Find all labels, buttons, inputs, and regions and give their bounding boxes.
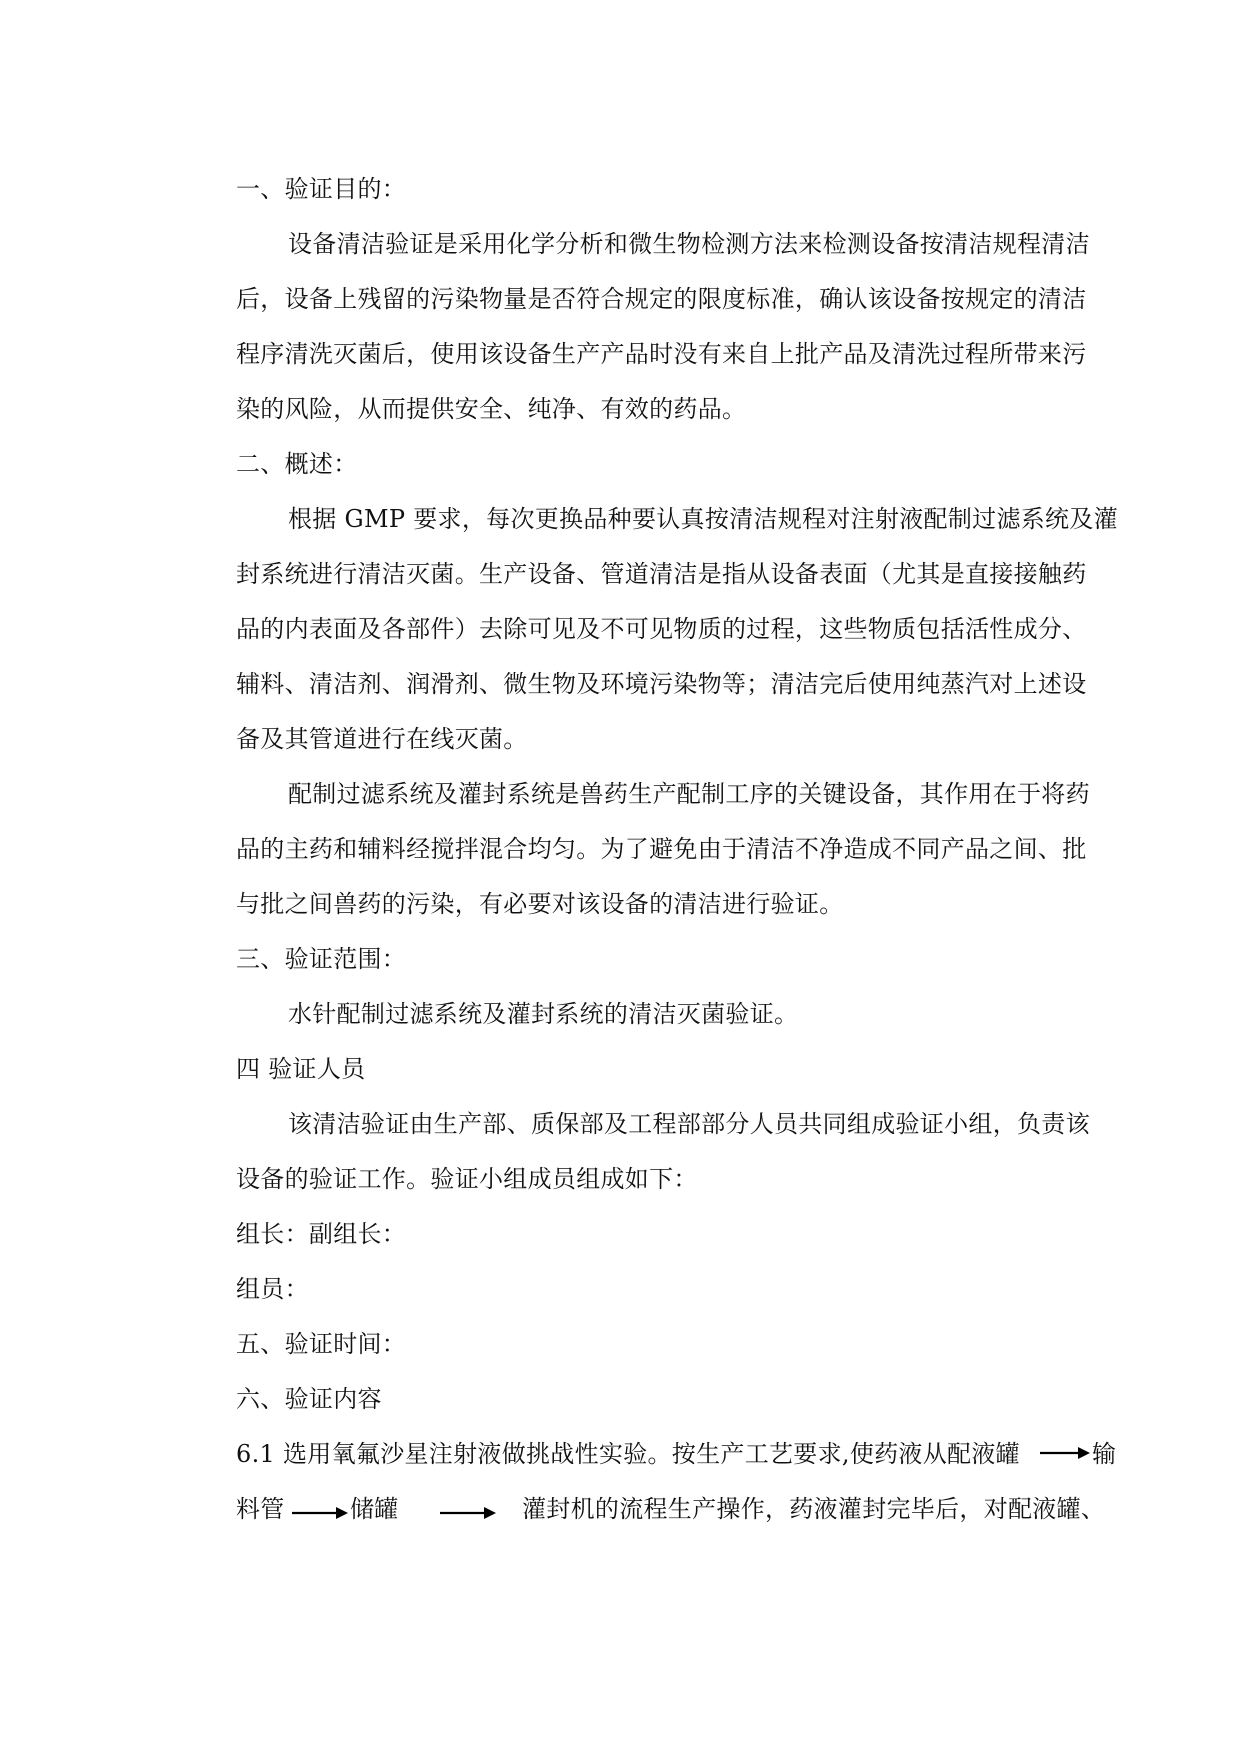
paragraph-line: 程序清洗灭菌后，使用该设备生产产品时没有来自上批产品及清洗过程所带来污	[236, 340, 1087, 368]
flow-part-pipe: 料管	[236, 1495, 285, 1523]
paragraph-line: 后，设备上残留的污染物量是否符合规定的限度标准，确认该设备按规定的清洁	[236, 285, 1087, 313]
paragraph-line: 辅料、清洁剂、润滑剂、微生物及环境污染物等；清洁完后使用纯蒸汽对上述设	[236, 670, 1087, 698]
paragraph-line: 配制过滤系统及灌封系统是兽药生产配制工序的关键设备，其作用在于将药	[288, 780, 1090, 808]
paragraph-line: 设备的验证工作。验证小组成员组成如下：	[236, 1165, 698, 1193]
heading-scope: 三、验证范围：	[236, 945, 407, 973]
heading-time: 五、验证时间：	[236, 1330, 407, 1358]
paragraph-line: 该清洁验证由生产部、质保部及工程部部分人员共同组成验证小组，负责该	[288, 1110, 1090, 1138]
flow-arrow-icon	[292, 1506, 348, 1520]
flow-part-filler: 灌封机的流程生产操作，药液灌封完毕后，对配液罐、	[522, 1495, 1106, 1523]
team-members-line: 组员：	[236, 1275, 309, 1303]
paragraph-line: 品的内表面及各部件）去除可见及不可见物质的过程，这些物质包括活性成分、	[236, 615, 1087, 643]
paragraph-line: 根据 GMP 要求，每次更换品种要认真按清洁规程对注射液配制过滤系统及灌	[288, 505, 1118, 533]
paragraph-line: 6.1 选用氧氟沙星注射液做挑战性实验。按生产工艺要求,使药液从配液罐	[236, 1440, 1020, 1468]
flow-arrow-icon	[440, 1506, 496, 1520]
heading-overview: 二、概述：	[236, 450, 358, 478]
paragraph-line: 封系统进行清洁灭菌。生产设备、管道清洁是指从设备表面（尤其是直接接触药	[236, 560, 1087, 588]
flow-arrow-icon	[1040, 1446, 1090, 1460]
paragraph-line: 水针配制过滤系统及灌封系统的清洁灭菌验证。	[288, 1000, 799, 1028]
paragraph-line: 品的主药和辅料经搅拌混合均匀。为了避免由于清洁不净造成不同产品之间、批	[236, 835, 1087, 863]
paragraph-line-end: 输	[1092, 1440, 1117, 1468]
heading-purpose: 一、验证目的：	[236, 175, 407, 203]
paragraph-line: 设备清洁验证是采用化学分析和微生物检测方法来检测设备按清洁规程清洁	[288, 230, 1090, 258]
paragraph-line: 与批之间兽药的污染，有必要对该设备的清洁进行验证。	[236, 890, 844, 918]
paragraph-line: 染的风险，从而提供安全、纯净、有效的药品。	[236, 395, 747, 423]
flow-part-tank: 储罐	[350, 1495, 399, 1523]
team-leaders-line: 组长：副组长：	[236, 1220, 407, 1248]
heading-content: 六、验证内容	[236, 1385, 382, 1413]
heading-personnel: 四 验证人员	[236, 1055, 366, 1083]
paragraph-line: 备及其管道进行在线灭菌。	[236, 725, 528, 753]
